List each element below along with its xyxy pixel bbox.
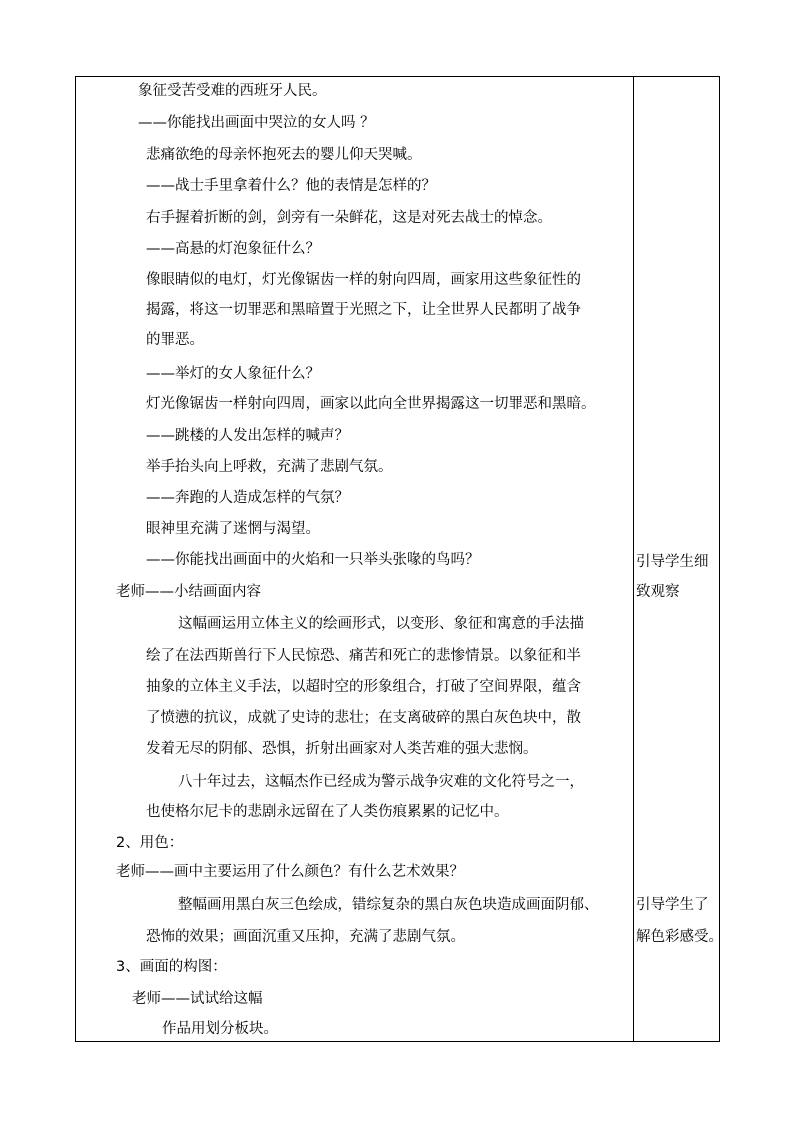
side-note: 致观察 [636, 584, 680, 600]
text-line: ——跳楼的人发出怎样的喊声？ [146, 428, 349, 444]
text-line: 右手握着折断的剑，剑旁有一朵鲜花，这是对死去战士的悼念。 [146, 210, 552, 226]
text-line: 眼神里充满了迷惘与渴望。 [146, 521, 320, 537]
text-line: 也使格尔尼卡的悲剧永远留在了人类伤痕累累的记忆中。 [146, 804, 509, 820]
text-line: 悲痛欲绝的母亲怀抱死去的婴儿仰天哭喊。 [146, 147, 422, 163]
text-line: 发着无尽的阴郁、恐惧，折射出画家对人类苦难的强大悲悯。 [146, 741, 538, 757]
text-line: 3、画面的构图： [116, 959, 227, 975]
text-line: 整幅画用黑白灰三色绘成，错综复杂的黑白灰色块造成画面阴郁、 [178, 897, 599, 913]
text-line: 的罪恶。 [146, 332, 204, 348]
text-line: 恐怖的效果；画面沉重又压抑，充满了悲剧气氛。 [146, 929, 465, 945]
text-line: 象征受苦受难的西班牙人民。 [138, 83, 327, 99]
text-line: 老师——试试给这幅 [132, 991, 263, 1007]
text-line: 举手抬头向上呼救，充满了悲剧气氛。 [146, 459, 393, 475]
text-line: ——你能找出画面中的火焰和一只举头张喙的鸟吗？ [146, 552, 480, 568]
side-note: 解色彩感受。 [636, 929, 723, 945]
text-line: 老师——小结画面内容 [116, 584, 261, 600]
text-line: 揭露，将这一切罪恶和黑暗置于光照之下，让全世界人民都明了战争 [146, 302, 581, 318]
text-line: 这幅画运用立体主义的绘画形式，以变形、象征和寓意的手法描 [178, 616, 584, 632]
column-divider [633, 76, 634, 1042]
text-line: 老师——画中主要运用了什么颜色？有什么艺术效果？ [116, 864, 464, 880]
text-line: 八十年过去，这幅杰作已经成为警示战争灾难的文化符号之一， [178, 774, 584, 790]
side-note: 引导学生了 [636, 897, 709, 913]
side-note: 引导学生细 [636, 554, 709, 570]
text-line: ——高悬的灯泡象征什么？ [146, 241, 320, 257]
text-line: 抽象的立体主义手法，以超时空的形象组合，打破了空间界限，蕴含 [146, 679, 581, 695]
text-line: 灯光像锯齿一样射向四周，画家以此向全世界揭露这一切罪恶和黑暗。 [146, 396, 596, 412]
text-line: ——你能找出画面中哭泣的女人吗 ？ [138, 115, 375, 131]
text-line: ——战士手里拿着什么？他的表情是怎样的？ [146, 178, 436, 194]
text-line: 了愤懑的抗议，成就了史诗的悲壮；在支离破碎的黑白灰色块中，散 [146, 710, 581, 726]
text-line: 作品用划分板块。 [162, 1021, 278, 1037]
text-line: 2、用色： [116, 835, 184, 851]
text-line: ——举灯的女人象征什么？ [146, 366, 320, 382]
text-line: 绘了在法西斯兽行下人民惊恐、痛苦和死亡的悲惨情景。以象征和半 [146, 648, 581, 664]
text-line: 像眼睛似的电灯，灯光像锯齿一样的射向四周，画家用这些象征性的 [146, 272, 581, 288]
text-line: ——奔跑的人造成怎样的气氛？ [146, 490, 349, 506]
